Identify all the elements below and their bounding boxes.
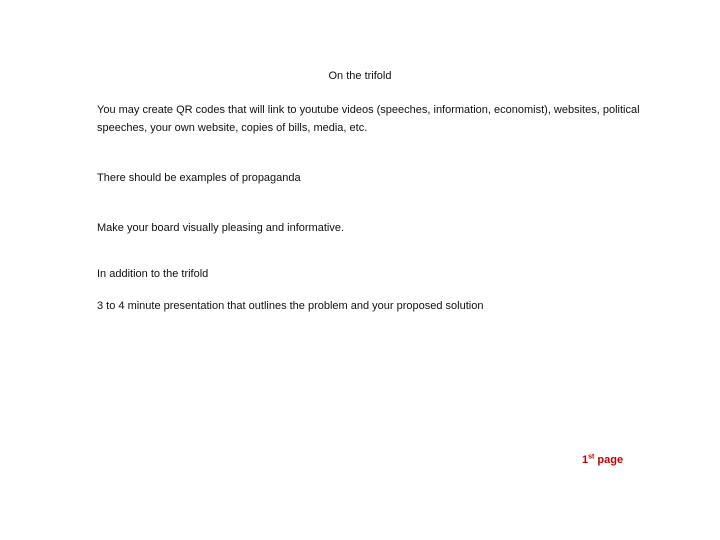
page-marker-label: page — [594, 454, 624, 466]
page-marker-suffix: st — [588, 453, 595, 461]
paragraph-in-addition: In addition to the trifold — [97, 268, 209, 280]
page-marker-number: 1 — [582, 454, 589, 466]
paragraph-presentation: 3 to 4 minute presentation that outlines the problem and your proposed solution — [97, 300, 484, 312]
page-marker — [582, 454, 623, 466]
paragraph-board-design: Make your board visually pleasing and informative. — [97, 222, 345, 234]
paragraph-qr-codes: You may create QR codes that will link to youtube videos (speeches, information, economist), websites, political speeches, your own website, copies of bills, media, etc. — [97, 104, 640, 134]
document-heading: On the trifold — [328, 70, 392, 82]
paragraph-propaganda: There should be examples of propaganda — [97, 172, 301, 184]
